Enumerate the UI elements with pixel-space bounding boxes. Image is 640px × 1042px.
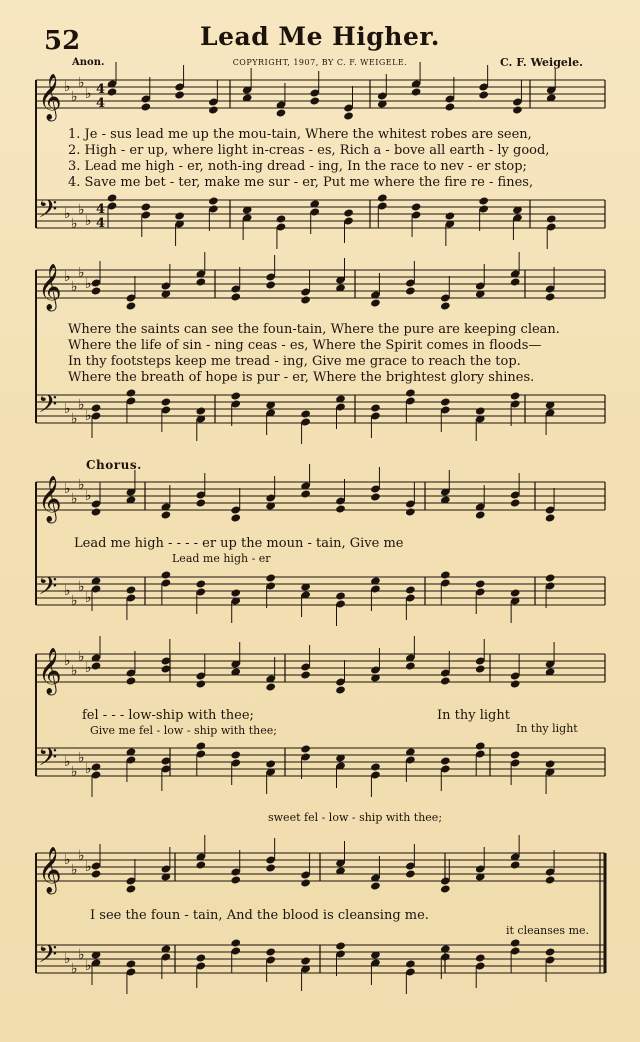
flat-sign-icon: ♭	[78, 477, 85, 493]
note-head	[510, 498, 521, 507]
chorus-line-1-alto: Lead me high - er	[172, 552, 271, 565]
note-head	[126, 959, 137, 968]
treble-clef-icon: 𝄞	[38, 264, 62, 310]
verse-4-line-2: Where the breath of hope is pur - er, Where the brightest glory shines.	[68, 370, 535, 385]
note-head	[512, 105, 523, 114]
note-head	[343, 111, 354, 120]
note-head	[545, 759, 556, 768]
verse-3-line-1: 3. Lead me high - er, noth-ing dread - ing, In the race to nev - er stop;	[68, 159, 527, 174]
note-head	[370, 298, 381, 307]
flat-sign-icon: ♭	[78, 649, 85, 665]
note-head	[545, 292, 556, 301]
verse-1-line-1: 1. Je - sus lead me up the mou-tain, Where the whitest robes are seen,	[68, 127, 532, 142]
flat-sign-icon: ♭	[71, 862, 78, 878]
note-head	[545, 513, 556, 522]
flat-sign-icon: ♭	[71, 593, 78, 609]
flat-sign-icon: ♭	[85, 590, 92, 606]
note-head	[230, 938, 241, 947]
verse-3-line-2: In thy footsteps keep me tread - ing, Give me grace to reach the top.	[68, 354, 521, 369]
flat-sign-icon: ♭	[78, 750, 85, 766]
flat-sign-icon: ♭	[78, 947, 85, 963]
chorus-line-2-in: In thy light	[437, 708, 510, 723]
flat-sign-icon: ♭	[64, 951, 71, 967]
note-head	[444, 211, 455, 220]
note-head	[208, 196, 219, 205]
note-head	[405, 286, 416, 295]
note-head	[195, 741, 206, 750]
flat-sign-icon: ♭	[64, 754, 71, 770]
note-head	[91, 762, 102, 771]
treble-clef-icon: 𝄞	[38, 648, 62, 694]
bass-clef-icon: 𝄢	[38, 940, 58, 975]
note-head	[546, 214, 557, 223]
note-head	[475, 510, 486, 519]
note-head	[475, 579, 486, 588]
flat-sign-icon: ♭	[78, 265, 85, 281]
note-head	[309, 96, 320, 105]
note-head	[195, 579, 206, 588]
flat-sign-icon: ♭	[85, 488, 92, 504]
flat-sign-icon: ♭	[64, 401, 71, 417]
flat-sign-icon: ♭	[85, 859, 92, 875]
chorus-line-2: fel - - - low-ship with thee;	[82, 708, 254, 723]
flat-sign-icon: ♭	[78, 579, 85, 595]
note-head	[174, 90, 185, 99]
note-head	[276, 108, 287, 117]
flat-sign-icon: ♭	[78, 848, 85, 864]
flat-sign-icon: ♭	[85, 958, 92, 974]
time-signature: 4	[96, 202, 106, 217]
note-head	[405, 661, 416, 670]
note-head	[174, 211, 185, 220]
note-head	[276, 214, 287, 223]
note-head	[370, 881, 381, 890]
treble-clef-icon: 𝄞	[38, 74, 62, 120]
note-head	[230, 391, 241, 400]
note-head	[335, 591, 346, 600]
note-head	[545, 947, 556, 956]
flat-sign-icon: ♭	[78, 202, 85, 218]
flat-sign-icon: ♭	[85, 276, 92, 292]
flat-sign-icon: ♭	[71, 89, 78, 105]
note-head	[475, 664, 486, 673]
note-head	[475, 406, 486, 415]
note-head	[195, 860, 206, 869]
note-head	[160, 510, 171, 519]
note-head	[230, 875, 241, 884]
chorus-line-3: I see the foun - tain, And the blood is cleansing me.	[90, 908, 429, 923]
hymn-number: 52	[44, 26, 81, 56]
flat-sign-icon: ♭	[85, 660, 92, 676]
time-signature: 4	[96, 82, 106, 97]
note-head	[510, 391, 521, 400]
note-head	[510, 750, 521, 759]
note-head	[126, 676, 137, 685]
flat-sign-icon: ♭	[78, 75, 85, 91]
note-head	[411, 87, 422, 96]
hymn-title: Lead Me Higher.	[200, 22, 440, 51]
bass-clef-icon: 𝄢	[38, 195, 58, 230]
flat-sign-icon: ♭	[64, 269, 71, 285]
note-head	[510, 860, 521, 869]
bass-clef-icon: 𝄢	[38, 390, 58, 425]
copyright-notice: COPYRIGHT, 1907, BY C. F. WEIGELE.	[232, 58, 408, 67]
note-head	[370, 492, 381, 501]
note-head	[440, 676, 451, 685]
flat-sign-icon: ♭	[78, 397, 85, 413]
note-head	[343, 208, 354, 217]
note-head	[370, 762, 381, 771]
note-head	[265, 863, 276, 872]
verse-2-line-2: Where the life of sin - ning ceas - es, Where the Spirit comes in floods—	[68, 338, 542, 353]
note-head	[126, 585, 137, 594]
note-head	[405, 388, 416, 397]
note-head	[230, 292, 241, 301]
note-head	[265, 280, 276, 289]
note-head	[411, 202, 422, 211]
note-head	[335, 685, 346, 694]
note-head	[208, 105, 219, 114]
note-head	[126, 884, 137, 893]
note-head	[265, 947, 276, 956]
note-head	[91, 286, 102, 295]
note-head	[91, 403, 102, 412]
flat-sign-icon: ♭	[64, 583, 71, 599]
flat-sign-icon: ♭	[64, 206, 71, 222]
verse-2-line-1: 2. High - er up, where light in-creas - es, Rich a - bove all earth - ly good,	[68, 143, 550, 158]
note-head	[300, 409, 311, 418]
flat-sign-icon: ♭	[64, 481, 71, 497]
note-head	[510, 938, 521, 947]
flat-sign-icon: ♭	[71, 961, 78, 977]
note-head	[377, 193, 388, 202]
flat-sign-icon: ♭	[85, 408, 92, 424]
flat-sign-icon: ♭	[71, 491, 78, 507]
verse-1-line-2: Where the saints can see the foun-tain, Where the pure are keeping clean.	[68, 322, 560, 337]
chorus-line-3-alto: it cleanses me.	[506, 924, 589, 937]
bass-clef-icon: 𝄢	[38, 572, 58, 607]
note-head	[230, 750, 241, 759]
note-head	[300, 489, 311, 498]
note-head	[440, 397, 451, 406]
note-head	[195, 679, 206, 688]
note-head	[160, 570, 171, 579]
note-head	[405, 959, 416, 968]
note-head	[335, 504, 346, 513]
chorus-line-2-alto: Give me fel - low - ship with thee;	[90, 724, 277, 737]
note-head	[300, 956, 311, 965]
flat-sign-icon: ♭	[71, 411, 78, 427]
author-credit: Anon.	[72, 57, 105, 68]
chorus-line-2-in-alto: In thy light	[516, 722, 578, 735]
flat-sign-icon: ♭	[85, 761, 92, 777]
note-head	[440, 570, 451, 579]
note-head	[195, 277, 206, 286]
note-head	[478, 90, 489, 99]
note-head	[160, 397, 171, 406]
note-head	[91, 869, 102, 878]
note-head	[444, 102, 455, 111]
flat-sign-icon: ♭	[71, 663, 78, 679]
note-head	[405, 585, 416, 594]
note-head	[195, 498, 206, 507]
note-head	[510, 588, 521, 597]
note-head	[230, 588, 241, 597]
note-head	[91, 507, 102, 516]
flat-sign-icon: ♭	[71, 216, 78, 232]
note-head	[475, 953, 486, 962]
flat-sign-icon: ♭	[71, 764, 78, 780]
note-head	[265, 759, 276, 768]
composer-credit: C. F. Weigele.	[500, 56, 583, 69]
note-head	[440, 756, 451, 765]
note-head	[440, 884, 451, 893]
flat-sign-icon: ♭	[85, 213, 92, 229]
note-head	[335, 941, 346, 950]
flat-sign-icon: ♭	[71, 279, 78, 295]
flat-sign-icon: ♭	[64, 79, 71, 95]
flat-sign-icon: ♭	[85, 86, 92, 102]
note-head	[195, 953, 206, 962]
note-head	[126, 388, 137, 397]
verse-4-line-1: 4. Save me bet - ter, make me sur - er, Put me where the fire re - fines,	[68, 175, 534, 190]
note-head	[140, 202, 151, 211]
note-head	[265, 573, 276, 582]
chorus-line-2-bass: sweet fel - low - ship with thee;	[268, 811, 443, 824]
note-head	[140, 102, 151, 111]
note-head	[300, 878, 311, 887]
bass-clef-icon: 𝄢	[38, 743, 58, 778]
note-head	[126, 301, 137, 310]
treble-clef-icon: 𝄞	[38, 476, 62, 522]
note-head	[300, 295, 311, 304]
note-head	[107, 193, 118, 202]
note-head	[405, 507, 416, 516]
note-head	[510, 277, 521, 286]
note-head	[91, 661, 102, 670]
time-signature: 4	[96, 96, 106, 111]
note-head	[440, 301, 451, 310]
chorus-label: Chorus.	[86, 458, 142, 472]
treble-clef-icon: 𝄞	[38, 847, 62, 893]
note-head	[300, 670, 311, 679]
chorus-line-1: Lead me high - - - - er up the moun - tain, Give me	[74, 536, 404, 551]
note-head	[478, 196, 489, 205]
time-signature: 4	[96, 216, 106, 231]
note-head	[545, 875, 556, 884]
note-head	[107, 87, 118, 96]
note-head	[370, 403, 381, 412]
flat-sign-icon: ♭	[64, 653, 71, 669]
note-head	[545, 573, 556, 582]
note-head	[405, 869, 416, 878]
note-head	[230, 513, 241, 522]
note-head	[265, 682, 276, 691]
flat-sign-icon: ♭	[64, 852, 71, 868]
note-head	[475, 741, 486, 750]
note-head	[300, 744, 311, 753]
note-head	[510, 679, 521, 688]
note-head	[195, 406, 206, 415]
